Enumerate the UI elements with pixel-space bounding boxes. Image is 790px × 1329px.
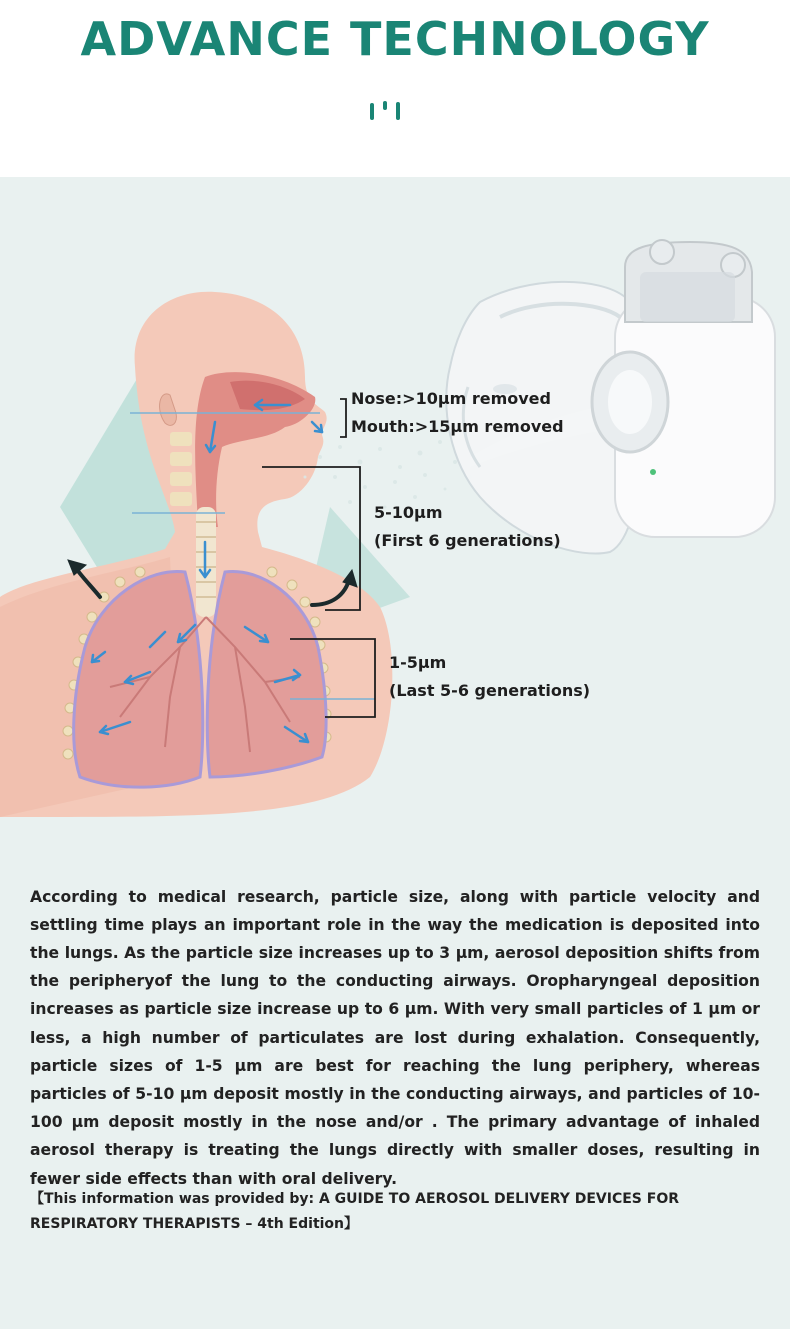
divider-icon: [368, 99, 404, 123]
label-nose: Nose:>10μm removed: [351, 389, 551, 408]
respiratory-diagram: [0, 177, 790, 827]
label-range-lower-note: (Last 5-6 generations): [389, 681, 591, 700]
label-mouth: Mouth:>15μm removed: [351, 417, 564, 436]
label-range-upper: 5-10μm: [374, 503, 443, 522]
page-header: [0, 0, 790, 177]
aerosol-mist: [304, 440, 473, 509]
content-panel: [0, 177, 790, 1329]
body-paragraph: According to medical research, particle size, along with particle velocity and settling time plays an important role in the way the medication is deposited into the lungs. As the particle size increases up to 3 μm, aerosol deposition shifts from the peripheryof the lung to the conducting airways. Oropharyngeal deposition increases as particle size increase up to 6 μm. With very small particles of 1 μm or less, a high number of particulates are lost during exhalation. Consequently, particle sizes of 1-5 μm are best for reaching the lung periphery, whereas particles of 5-10 μm deposit mostly in the conducting airways, and particles of 10-100 μm deposit mostly in the nose and/or . The primary advantage of inhaled aerosol therapy is treating the lungs directly with smaller doses, resulting in fewer side effects than with oral delivery.: [30, 887, 760, 1188]
label-range-lower: 1-5μm: [389, 653, 447, 672]
label-range-upper-note: (First 6 generations): [374, 531, 561, 550]
page-title: ADVANCE TECHNOLOGY: [80, 12, 710, 66]
source-citation: 【This information was provided by: A GUIDE TO AEROSOL DELIVERY DEVICES FOR RESPIRATORY THERAPISTS – 4th Edition】: [30, 1191, 680, 1232]
